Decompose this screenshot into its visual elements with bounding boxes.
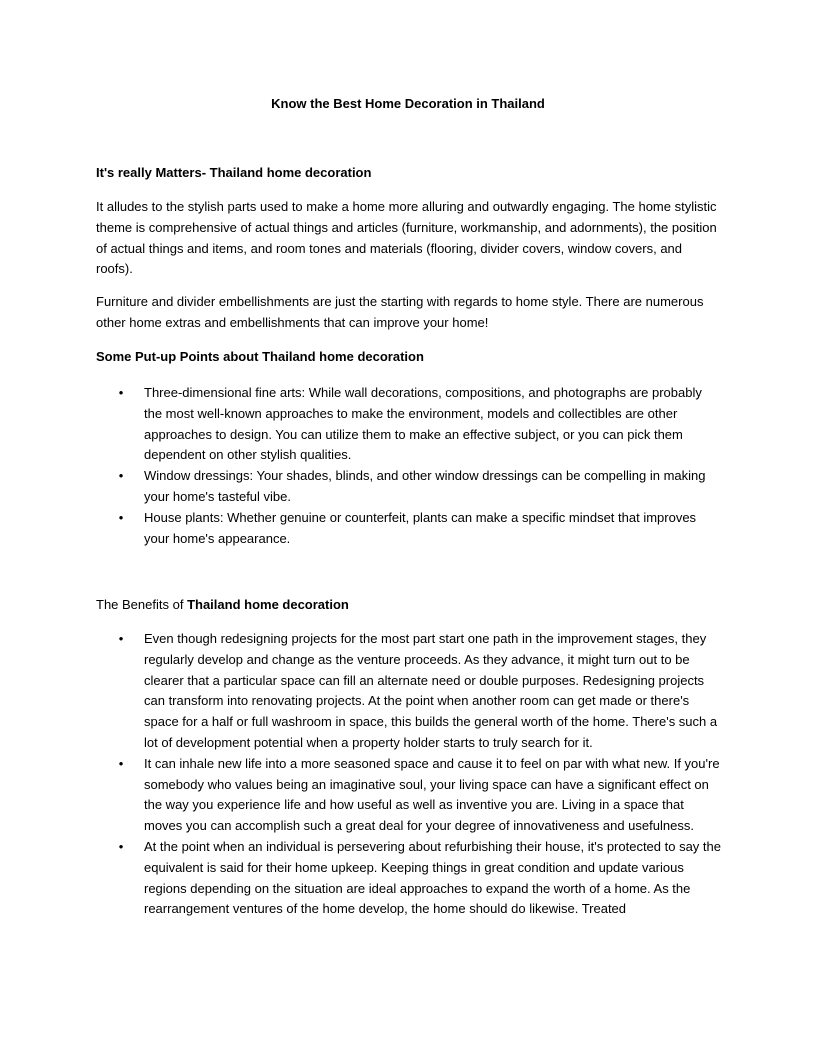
list-item — [96, 837, 722, 920]
section-heading-importance: It's really Matters- Thailand home decoration — [96, 165, 372, 180]
heading-prefix: The Benefits of — [96, 597, 188, 612]
list-item-text: Even though redesigning projects for the most part start one path in the improvement stages, they regularly develop and change as the venture proceeds. As they advance, it might turn out to be clearer that a particular space can fill an alternate need or double purposes. Redesigning projects can transform into renovating projects. At the point when another room can get made or there's space for a half or full washroom in space, this builds the general worth of the home. There's such a lot of development potential when a property holder starts to truly search for it. — [144, 631, 718, 750]
bullet-icon: • — [118, 755, 124, 771]
points-list — [96, 383, 722, 549]
list-item-text: It can inhale new life into a more seasoned space and cause it to feel on par with what new. If you're somebody who values being an imaginative soul, your living space can have a significant effect on the way you experience life and how useful as well as inventive you are. Living in a space that moves you can accomplish such a great deal for your degree of innovativeness and usefulness. — [144, 755, 720, 834]
list-item-text: House plants: Whether genuine or counterfeit, plants can make a specific mindset that improves your home's appearance. — [144, 509, 697, 546]
heading-keyword: Thailand home decoration — [187, 597, 349, 612]
list-item-text: Window dressings: Your shades, blinds, and other window dressings can be compelling in making your home's tasteful vibe. — [144, 468, 706, 504]
list-item — [96, 629, 722, 754]
bullet-icon: • — [118, 385, 124, 400]
list-item-text: At the point when an individual is persevering about refurbishing their house, it's protected to say the equivalent is said for their home upkeep. Keeping things in great condition and update various regions depending on the situation are ideal approaches to expand the worth of a home. As the rearrangement ventures of the home develop, the home should do likewise. Treated — [144, 838, 721, 917]
list-item-text: Three-dimensional fine arts: While wall decorations, compositions, and photographs are probably the most well-known approaches to make the environment, models and collectibles are other approaches to design. You can utilize them to make an effective subject, or you can pick them dependent on other stylish qualities. — [144, 385, 702, 463]
document-title: Know the Best Home Decoration in Thailand — [271, 96, 545, 111]
bullet-icon: • — [118, 631, 124, 646]
paragraph-definition: It alludes to the stylish parts used to make a home more alluring and outwardly engaging. The home stylistic theme is comprehensive of actual things and articles (furniture, workmanship, and adornments), the position of actual things and items, and room tones and materials (flooring, divider covers, window covers, and roofs). — [96, 199, 717, 277]
bullet-icon: • — [118, 509, 124, 525]
paragraph-furniture: Furniture and divider embellishments are just the starting with regards to home style. There are numerous other home extras and embellishments that can improve your home! — [96, 294, 704, 330]
bullet-icon: • — [118, 468, 124, 484]
list-item — [96, 383, 722, 466]
list-item — [96, 754, 722, 837]
list-item — [96, 508, 722, 550]
benefits-list — [96, 629, 722, 920]
section-heading-points: Some Put-up Points about Thailand home decoration — [96, 349, 424, 364]
list-item — [96, 466, 722, 508]
bullet-icon: • — [118, 838, 124, 854]
section-heading-benefits — [96, 595, 722, 616]
